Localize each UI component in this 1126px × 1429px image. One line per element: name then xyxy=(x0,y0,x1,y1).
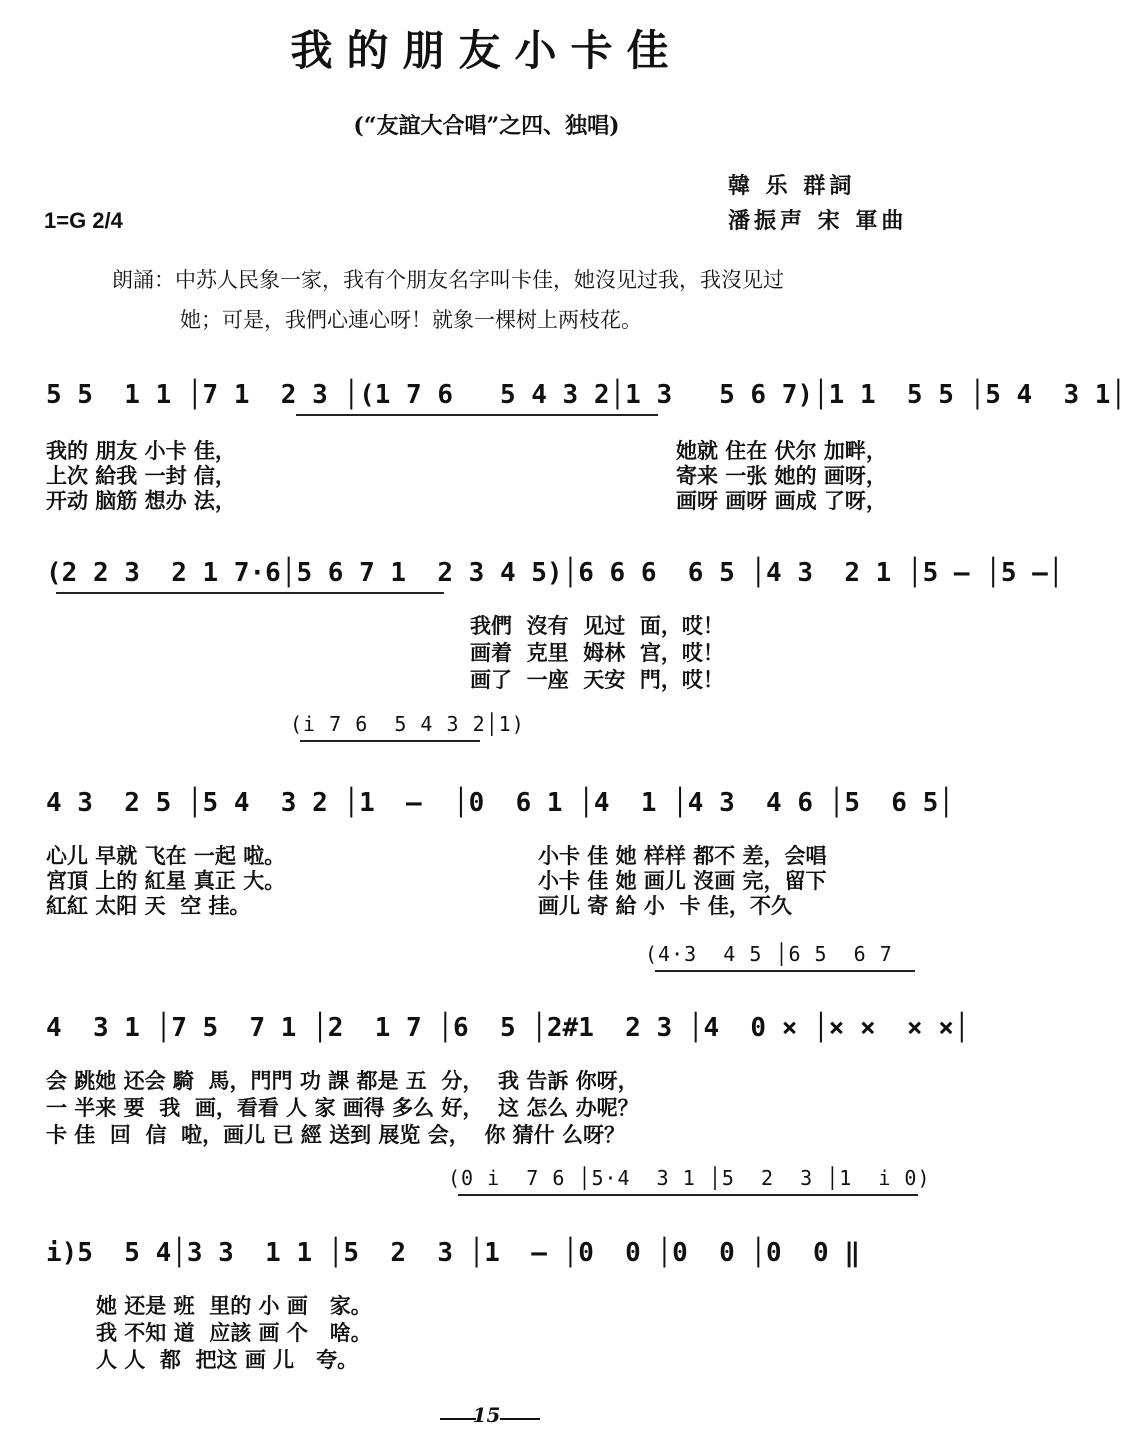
row3-interlude: (i 7 6 5 4 3 2│1) xyxy=(290,712,525,736)
row2-lyric-v2: 画着 克里 姆林 宫，哎！ xyxy=(470,640,724,665)
page-number: 15 xyxy=(472,1403,501,1427)
row1-notation: 5 5 1 1 │7 1 2 3 │(1 7 6 5 4 3 2│1 3 5 6 7)│1 1 5 5 │5 4 3 1│ xyxy=(46,380,1126,410)
row2-interlude-underline xyxy=(56,592,444,594)
key-time-signature: 1=G 2/4 xyxy=(44,208,123,233)
row4-lyric-v2: 一 半来 要 我 画，看看 人 家 画得 多么 好， 这 怎么 办呢？ xyxy=(46,1095,639,1120)
row1-lyric-v3b: 画呀 画呀 画成 了呀， xyxy=(676,488,887,513)
row1-lyric-v1b: 她就 住在 伏尔 加畔， xyxy=(676,438,887,463)
row2-notation: (2 2 3 2 1 7·6│5 6 7 1 2 3 4 5)│6 6 6 6 5 │4 3 2 1 │5 — │5 —│ xyxy=(46,558,1064,588)
composer-credit: 潘振声 宋 軍曲 xyxy=(728,208,908,234)
song-title: 我的朋友小卡佳 xyxy=(290,26,683,75)
row3-lyric-v2a: 宮頂 上的 紅星 真正 大。 xyxy=(46,868,286,893)
row5-lyric-v1: 她 还是 班 里的 小 画 家。 xyxy=(96,1293,372,1318)
row5-lyric-v3: 人 人 都 把这 画 儿 夸。 xyxy=(96,1347,359,1372)
row3-lyric-v1b: 小卡 佳 她 样样 都不 差，会唱 xyxy=(538,843,827,868)
row1-lyric-v1a: 我的 朋友 小卡 佳， xyxy=(46,438,236,463)
row3-notation: 4 3 2 5 │5 4 3 2 │1 — │0 6 1 │4 1 │4 3 4 6 │5 6 5│ xyxy=(46,788,954,818)
row4-lyric-v3: 卡 佳 回 信 啦，画儿 已 經 送到 展览 会， 你 猜什 么呀？ xyxy=(46,1122,625,1147)
row3-lyric-v3a: 紅紅 太阳 天 空 挂。 xyxy=(46,893,251,918)
row5-interlude-underline xyxy=(458,1194,918,1196)
row4-lyric-v1: 会 跳她 还会 騎 馬，門門 功 課 都是 五 分， 我 告訴 你呀， xyxy=(46,1068,639,1093)
row4-interlude: (4·3 4 5 │6 5 6 7 xyxy=(645,942,893,966)
row3-interlude-underline xyxy=(300,740,480,742)
lyricist-credit: 韓 乐 群詞 xyxy=(728,173,856,199)
row4-interlude-underline xyxy=(655,970,915,972)
row2-lyric-v3: 画了 一座 天安 門，哎！ xyxy=(470,667,724,692)
row1-lyric-v2a: 上次 給我 一封 信， xyxy=(46,463,236,488)
row5-lyric-v2: 我 不知 道 应該 画 个 啥。 xyxy=(96,1320,372,1345)
row1-lyric-v3a: 开动 脑筋 想办 法， xyxy=(46,488,236,513)
row2-lyric-v1: 我們 沒有 见过 面，哎！ xyxy=(470,613,724,638)
row1-interlude-underline xyxy=(296,414,658,416)
song-subtitle: (“友誼大合唱”之四、独唱) xyxy=(353,113,620,139)
row3-lyric-v3b: 画儿 寄 給 小 卡 佳，不久 xyxy=(538,893,792,918)
row4-notation: 4 3 1 │7 5 7 1 │2 1 7 │6 5 │2#1 2 3 │4 0 × │× × × ×│ xyxy=(46,1013,970,1043)
row3-lyric-v1a: 心儿 早就 飞在 一起 啦。 xyxy=(46,843,286,868)
row5-interlude: (0 i 7 6 │5·4 3 1 │5 2 3 │1 i 0) xyxy=(448,1166,931,1190)
page-number-dash-right xyxy=(500,1418,540,1420)
row5-notation: i)5 5 4│3 3 1 1 │5 2 3 │1 — │0 0 │0 0 │0 0 ‖ xyxy=(46,1238,860,1268)
row3-lyric-v2b: 小卡 佳 她 画儿 沒画 完，留下 xyxy=(538,868,827,893)
recitation-line-2: 她；可是，我們心連心呀！就象一棵树上两枝花。 xyxy=(180,308,642,332)
row1-lyric-v2b: 寄来 一张 她的 画呀， xyxy=(676,463,887,488)
recitation-line-1: 朗誦：中苏人民象一家，我有个朋友名字叫卡佳，她沒见过我，我沒见过 xyxy=(112,268,784,292)
